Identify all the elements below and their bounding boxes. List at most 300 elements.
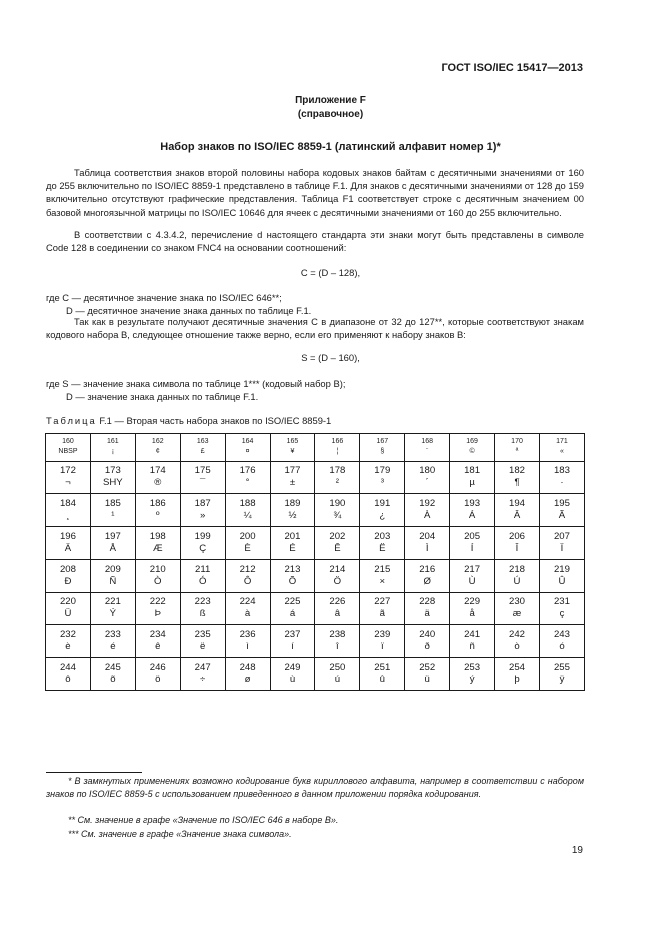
char-cell <box>405 494 450 527</box>
char-cell <box>450 559 495 592</box>
char-code: 185 <box>104 498 121 510</box>
char-cell <box>180 461 225 494</box>
char-cell <box>495 527 540 560</box>
char-code: 184 <box>59 498 76 510</box>
char-code: 236 <box>239 629 256 641</box>
char-code: 191 <box>374 498 391 510</box>
char-code: 225 <box>284 596 301 608</box>
char-cell <box>495 658 540 691</box>
char-glyph: Â <box>513 510 521 522</box>
char-cell <box>180 592 225 625</box>
char-code: 202 <box>329 530 346 542</box>
char-glyph: ¬ <box>65 477 71 489</box>
char-cell <box>90 592 135 625</box>
table-row <box>46 527 585 560</box>
char-cell <box>270 592 315 625</box>
char-code: 197 <box>104 530 121 542</box>
char-cell <box>405 527 450 560</box>
char-cell <box>46 527 91 560</box>
char-code: 219 <box>553 563 570 575</box>
char-cell <box>315 559 360 592</box>
char-glyph: ª <box>515 448 519 456</box>
char-code: 162 <box>151 438 164 446</box>
char-glyph: ö <box>155 674 161 686</box>
char-cell <box>539 592 584 625</box>
char-glyph: Ã <box>558 510 566 522</box>
char-cell <box>495 494 540 527</box>
char-code: 207 <box>553 530 570 542</box>
where-block-1 <box>46 291 584 317</box>
char-cell <box>225 527 270 560</box>
char-glyph: ñ <box>469 641 475 653</box>
section-title: Набор знаков по ISO/IEC 8859-1 (латинский алфавит номер 1)* <box>160 141 501 153</box>
char-cell <box>405 559 450 592</box>
char-glyph: ½ <box>288 510 297 522</box>
char-glyph: ë <box>200 641 206 653</box>
char-glyph: ¶ <box>514 477 520 489</box>
char-glyph: â <box>334 608 341 620</box>
char-glyph: Õ <box>288 575 297 587</box>
char-cell <box>405 592 450 625</box>
char-code: 238 <box>329 629 346 641</box>
char-code: 166 <box>331 438 344 446</box>
char-cell <box>225 592 270 625</box>
char-code: 188 <box>239 498 256 510</box>
char-code: 209 <box>104 563 121 575</box>
char-code: 214 <box>329 563 346 575</box>
char-code: 246 <box>149 662 166 674</box>
char-cell <box>450 527 495 560</box>
char-glyph: ã <box>379 608 385 620</box>
char-code: 241 <box>464 629 481 641</box>
char-glyph: § <box>380 448 385 456</box>
char-cell <box>135 592 180 625</box>
table-header-row <box>46 434 585 462</box>
char-code: 248 <box>239 662 256 674</box>
char-code: 218 <box>509 563 526 575</box>
char-code: 176 <box>239 465 256 477</box>
char-glyph: Ó <box>198 575 207 587</box>
char-code: 182 <box>509 465 526 477</box>
char-cell <box>270 434 315 462</box>
char-cell <box>495 559 540 592</box>
char-glyph: ç <box>559 608 565 620</box>
char-glyph: À <box>424 510 431 522</box>
char-code: 186 <box>149 498 166 510</box>
char-cell <box>315 461 360 494</box>
char-glyph: ¼ <box>243 510 252 522</box>
char-cell <box>450 658 495 691</box>
char-cell <box>135 434 180 462</box>
char-cell <box>180 434 225 462</box>
char-cell <box>450 625 495 658</box>
char-cell <box>46 658 91 691</box>
char-code: 183 <box>553 465 570 477</box>
char-cell <box>315 592 360 625</box>
char-cell <box>225 559 270 592</box>
char-glyph: á <box>289 608 296 620</box>
char-glyph: º <box>156 510 160 522</box>
char-cell <box>315 625 360 658</box>
char-code: 203 <box>374 530 391 542</box>
char-glyph: Í <box>470 542 474 554</box>
where-block-2 <box>46 377 584 403</box>
char-code: 178 <box>329 465 346 477</box>
char-cell <box>405 434 450 462</box>
char-glyph: © <box>469 448 475 456</box>
char-code: 232 <box>59 629 76 641</box>
char-glyph: ³ <box>380 477 384 489</box>
char-cell <box>135 461 180 494</box>
char-code: 199 <box>194 530 211 542</box>
char-cell <box>495 461 540 494</box>
char-code: 201 <box>284 530 301 542</box>
char-cell <box>46 494 91 527</box>
char-glyph: SHY <box>102 477 123 489</box>
char-code: 212 <box>239 563 256 575</box>
char-glyph: ý <box>469 674 475 686</box>
char-glyph: ± <box>289 477 296 489</box>
footnote-3: *** См. значение в графе «Значение знака символа». <box>68 829 292 839</box>
char-glyph: È <box>244 542 251 554</box>
char-glyph: NBSP <box>58 448 78 456</box>
char-glyph: û <box>379 674 385 686</box>
char-cell <box>90 494 135 527</box>
char-cell <box>46 434 91 462</box>
char-glyph: ð <box>424 641 430 653</box>
char-glyph: Ä <box>64 542 72 554</box>
char-glyph: ü <box>424 674 430 686</box>
char-glyph: æ <box>512 608 522 620</box>
char-glyph: ¡ <box>111 448 115 456</box>
char-cell <box>46 592 91 625</box>
char-code: 229 <box>464 596 481 608</box>
char-code: 228 <box>419 596 436 608</box>
char-code: 224 <box>239 596 256 608</box>
char-glyph: × <box>379 575 386 587</box>
char-glyph: ¹ <box>111 510 115 522</box>
char-cell <box>495 625 540 658</box>
char-code: 179 <box>374 465 391 477</box>
charset-table <box>45 433 585 691</box>
char-cell <box>135 494 180 527</box>
char-code: 235 <box>194 629 211 641</box>
char-cell <box>270 658 315 691</box>
char-cell <box>539 625 584 658</box>
char-glyph: Ê <box>334 542 341 554</box>
char-glyph: µ <box>469 477 475 489</box>
char-code: 193 <box>464 498 481 510</box>
char-code: 216 <box>419 563 436 575</box>
paragraph-2: В соответствии с 4.3.4.2, перечисление d настоящего стандарта эти знаки могут быть представлены в символе Code 128 в соединении со знаком FNC4 на основании соотношений: <box>46 229 584 254</box>
char-glyph: Ú <box>513 575 521 587</box>
char-code: 255 <box>553 662 570 674</box>
char-code: 200 <box>239 530 256 542</box>
char-cell <box>90 658 135 691</box>
footnote-2: ** См. значение в графе «Значение по ISO/IEC 646 в наборе В». <box>68 815 339 825</box>
char-code: 242 <box>509 629 526 641</box>
char-code: 168 <box>421 438 434 446</box>
char-cell <box>450 461 495 494</box>
char-cell <box>180 559 225 592</box>
char-cell <box>225 625 270 658</box>
char-code: 187 <box>194 498 211 510</box>
char-cell <box>360 658 405 691</box>
char-cell <box>46 559 91 592</box>
char-code: 175 <box>194 465 211 477</box>
char-glyph: Ü <box>64 608 72 620</box>
char-glyph: Ì <box>425 542 429 554</box>
char-glyph: å <box>469 608 475 620</box>
char-glyph: ï <box>380 641 384 653</box>
appendix-note: (справочное) <box>297 109 364 120</box>
char-code: 161 <box>107 438 119 446</box>
char-cell <box>539 494 584 527</box>
char-cell <box>270 625 315 658</box>
char-code: 239 <box>374 629 391 641</box>
formula-c: C = (D – 128), <box>300 267 361 278</box>
char-glyph: ¤ <box>245 448 250 456</box>
char-glyph: ú <box>334 674 341 686</box>
char-code: 170 <box>511 438 523 446</box>
char-cell <box>180 658 225 691</box>
char-glyph: £ <box>200 448 205 456</box>
char-cell <box>360 494 405 527</box>
char-glyph: î <box>336 641 339 653</box>
table-row <box>46 559 585 592</box>
char-cell <box>270 461 315 494</box>
char-code: 210 <box>149 563 166 575</box>
char-cell <box>90 625 135 658</box>
char-code: 234 <box>149 629 166 641</box>
char-glyph: Ø <box>423 575 431 587</box>
char-glyph: í <box>291 641 294 653</box>
char-code: 223 <box>194 596 211 608</box>
paragraph-1: Таблица соответствия знаков второй половины набора кодовых знаков байтам с десятичными значениями от 160 до 255 включительно по ISO/IEC 8859-1 представлено в таблице F.1. Для знаков с десятичными значениями от 128 до 159 включительно отсутствуют графические представления. Таблица F1 соответствует строке с десятичным значением 00 базовой многоязычной матрицы по ISO/IEC 10646 для ячеек с десятичными значениями от 160 до 255 включительно. <box>46 167 584 218</box>
char-glyph: ¢ <box>155 448 160 456</box>
char-code: 164 <box>241 438 254 446</box>
char-code: 250 <box>329 662 346 674</box>
table-row <box>46 592 585 625</box>
char-cell <box>495 592 540 625</box>
char-cell <box>450 592 495 625</box>
char-glyph: Ô <box>243 575 252 587</box>
char-cell <box>360 527 405 560</box>
char-cell <box>450 434 495 462</box>
char-code: 230 <box>509 596 526 608</box>
char-code: 244 <box>59 662 76 674</box>
char-code: 180 <box>419 465 436 477</box>
char-cell <box>135 658 180 691</box>
char-cell <box>539 434 584 462</box>
char-code: 213 <box>284 563 301 575</box>
char-code: 231 <box>553 596 570 608</box>
char-glyph: ¥ <box>290 448 295 456</box>
char-cell <box>450 494 495 527</box>
char-glyph: ó <box>559 641 565 653</box>
char-cell <box>225 494 270 527</box>
char-code: 171 <box>556 438 568 446</box>
char-glyph: ² <box>335 477 339 489</box>
formula-s: S = (D – 160), <box>301 352 360 363</box>
char-cell <box>90 461 135 494</box>
char-code: 211 <box>195 563 211 575</box>
char-glyph: ¿ <box>379 510 386 522</box>
char-glyph: Ñ <box>109 575 117 587</box>
char-glyph: þ <box>514 674 520 686</box>
char-code: 253 <box>464 662 481 674</box>
document-id: ГОСТ ISO/IEC 15417—2013 <box>441 62 583 74</box>
char-glyph: É <box>289 542 296 554</box>
char-glyph: Å <box>109 542 117 554</box>
table-row <box>46 461 585 494</box>
char-cell <box>539 559 584 592</box>
char-code: 206 <box>509 530 526 542</box>
char-code: 226 <box>329 596 346 608</box>
char-glyph: Æ <box>152 542 163 554</box>
char-code: 221 <box>104 596 121 608</box>
appendix-title: Приложение F <box>295 95 366 106</box>
char-cell <box>360 625 405 658</box>
char-code: 233 <box>104 629 121 641</box>
char-code: 192 <box>419 498 436 510</box>
char-code: 205 <box>464 530 481 542</box>
char-code: 252 <box>419 662 436 674</box>
char-code: 249 <box>284 662 301 674</box>
char-glyph: » <box>200 510 206 522</box>
char-code: 198 <box>149 530 166 542</box>
char-glyph: ¦ <box>336 448 339 456</box>
char-glyph: ´ <box>425 477 429 489</box>
char-code: 254 <box>509 662 526 674</box>
char-cell <box>135 625 180 658</box>
char-code: 222 <box>149 596 166 608</box>
char-cell <box>225 461 270 494</box>
char-cell <box>180 494 225 527</box>
char-glyph: · <box>560 477 564 489</box>
where-2-line-1: где S — значение знака символа по таблице 1*** (кодовый набор В); <box>46 378 346 389</box>
table-caption <box>46 415 331 426</box>
char-cell <box>90 434 135 462</box>
char-cell <box>180 625 225 658</box>
page-number: 19 <box>571 845 583 856</box>
char-code: 172 <box>59 465 76 477</box>
char-cell <box>539 461 584 494</box>
table-row <box>46 494 585 527</box>
char-code: 167 <box>376 438 389 446</box>
char-cell <box>270 494 315 527</box>
char-glyph: ì <box>246 641 249 653</box>
char-cell <box>539 658 584 691</box>
char-glyph: ° <box>245 477 250 489</box>
char-cell <box>46 625 91 658</box>
char-glyph: Ï <box>560 542 564 554</box>
char-code: 243 <box>553 629 570 641</box>
char-glyph: Þ <box>154 608 161 620</box>
char-cell <box>405 625 450 658</box>
char-glyph: ù <box>289 674 296 686</box>
char-code: 237 <box>284 629 301 641</box>
char-cell <box>405 461 450 494</box>
char-code: 194 <box>509 498 526 510</box>
char-cell <box>360 592 405 625</box>
char-cell <box>315 494 360 527</box>
char-code: 189 <box>284 498 301 510</box>
char-glyph: Ý <box>109 608 117 620</box>
char-glyph: ÿ <box>559 674 565 686</box>
char-glyph: õ <box>110 674 116 686</box>
char-glyph: « <box>560 448 564 456</box>
char-glyph: é <box>110 641 116 653</box>
char-code: 208 <box>59 563 76 575</box>
char-glyph: Ù <box>468 575 476 587</box>
where-1-line-1: где C — десятичное значение знака по ISO/IEC 646**; <box>46 292 282 303</box>
footnote-rule <box>46 772 142 773</box>
char-glyph: Ð <box>64 575 72 587</box>
char-glyph: ê <box>155 641 161 653</box>
char-glyph: è <box>65 641 71 653</box>
char-cell <box>315 658 360 691</box>
char-code: 215 <box>374 563 391 575</box>
char-glyph: Á <box>468 510 476 522</box>
char-cell <box>539 527 584 560</box>
char-glyph: Û <box>558 575 566 587</box>
char-code: 160 <box>62 438 74 446</box>
char-code: 165 <box>286 438 299 446</box>
char-glyph: Ç <box>199 542 207 554</box>
char-cell <box>360 434 405 462</box>
char-glyph: ß <box>199 608 206 620</box>
char-glyph: ä <box>424 608 430 620</box>
char-code: 190 <box>329 498 346 510</box>
table-row <box>46 625 585 658</box>
char-code: 251 <box>374 662 391 674</box>
table-row <box>46 658 585 691</box>
char-cell <box>225 658 270 691</box>
char-code: 217 <box>464 563 481 575</box>
char-code: 181 <box>464 465 481 477</box>
char-cell <box>135 559 180 592</box>
char-code: 245 <box>104 662 121 674</box>
char-cell <box>405 658 450 691</box>
char-glyph: ò <box>514 641 520 653</box>
char-glyph: à <box>244 608 251 620</box>
char-code: 173 <box>104 465 121 477</box>
char-code: 247 <box>194 662 211 674</box>
char-code: 227 <box>374 596 391 608</box>
char-glyph: Î <box>515 542 519 554</box>
char-code: 240 <box>419 629 436 641</box>
char-glyph: Ö <box>333 575 342 587</box>
char-cell <box>90 527 135 560</box>
char-code: 220 <box>59 596 76 608</box>
char-cell <box>135 527 180 560</box>
where-1-line-2: D — десятичное значение знака данных по таблице F.1. <box>66 305 312 316</box>
char-glyph: Ò <box>154 575 162 587</box>
paragraph-3: Так как в результате получают десятичные значения С в диапазоне от 32 до 127**, которые соответствуют знакам кодового набора В, следующее отношение также верно, если его применяют к набору знаков В: <box>46 316 584 341</box>
char-cell <box>270 527 315 560</box>
char-cell <box>225 434 270 462</box>
char-glyph: ø <box>244 674 251 686</box>
char-glyph: ¸ <box>66 510 70 522</box>
char-cell <box>315 527 360 560</box>
char-cell <box>46 461 91 494</box>
char-glyph: ô <box>65 674 71 686</box>
char-glyph: ® <box>154 477 162 489</box>
footnote-1: * В замкнутых применениях возможно кодирование букв кириллового алфавита, например в соответствии с набором знаков по ISO/IEC 8859-5 с использованием приведенного в данном приложении порядка кодирования. <box>46 776 584 799</box>
char-cell <box>270 559 315 592</box>
where-2-line-2: D — значение знака данных по таблице F.1. <box>66 391 259 402</box>
